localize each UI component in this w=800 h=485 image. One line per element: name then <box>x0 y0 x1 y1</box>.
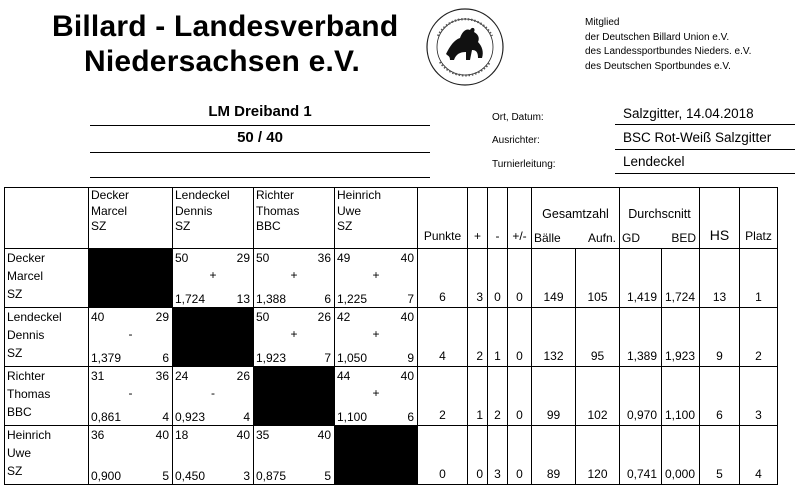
result-score: 50 <box>256 310 270 324</box>
result-sign: - <box>211 386 215 400</box>
player-club: BBC <box>7 405 32 419</box>
total-group-header <box>532 188 620 249</box>
result-opponent-score: 40 <box>400 310 414 324</box>
innings-header: Aufn. <box>587 231 616 245</box>
bed-cell: 1,923 <box>662 308 700 367</box>
column-player-header <box>335 188 418 249</box>
losses-cell: 1 <box>488 308 508 367</box>
place-date-value: Salzgitter, 14.04.2018 <box>623 106 754 121</box>
self-match-cell <box>89 249 173 308</box>
balls-cell: 149 <box>532 249 576 308</box>
points-cell: 2 <box>418 367 468 426</box>
result-average: 0,875 <box>256 469 287 483</box>
result-innings: 6 <box>407 410 414 424</box>
result-opponent-score: 26 <box>236 369 250 383</box>
table-row <box>5 426 778 485</box>
points-cell: 0 <box>418 426 468 485</box>
result-average: 1,050 <box>337 351 368 365</box>
result-innings: 3 <box>243 469 250 483</box>
director-label: Turnierleitung: <box>492 159 556 170</box>
result-average: 0,450 <box>175 469 206 483</box>
membership-line: des Deutschen Sportbundes e.V. <box>585 60 731 72</box>
result-opponent-score: 26 <box>317 310 331 324</box>
draws-cell: 0 <box>508 367 532 426</box>
result-score: 44 <box>337 369 351 383</box>
result-innings: 6 <box>162 351 169 365</box>
player-first-name: Marcel <box>7 269 44 283</box>
player-last-name: Heinrich <box>337 188 382 202</box>
match-result-cell <box>173 426 254 485</box>
result-score: 24 <box>175 369 189 383</box>
rank-cell: 4 <box>740 426 778 485</box>
result-innings: 9 <box>407 351 414 365</box>
result-score: 35 <box>256 428 270 442</box>
wins-cell: 2 <box>468 308 488 367</box>
bed-cell: 1,724 <box>662 249 700 308</box>
hs-cell: 6 <box>700 367 740 426</box>
player-first-name: Thomas <box>7 387 51 401</box>
player-club: BBC <box>256 219 281 233</box>
result-sign: - <box>128 386 133 400</box>
result-opponent-score: 40 <box>236 428 250 442</box>
wins-cell: 3 <box>468 249 488 308</box>
gd-cell: 0,741 <box>620 426 662 485</box>
rank-header: Platz <box>740 188 778 249</box>
losses-header: - <box>488 188 508 249</box>
result-innings: 5 <box>162 469 169 483</box>
divider <box>90 177 430 178</box>
result-innings: 13 <box>236 292 250 306</box>
divider <box>615 124 795 125</box>
player-club: SZ <box>91 219 107 233</box>
result-average: 0,900 <box>91 469 122 483</box>
result-opponent-score: 40 <box>317 428 331 442</box>
match-result-cell <box>89 308 173 367</box>
result-opponent-score: 36 <box>155 369 169 383</box>
player-last-name: Richter <box>7 369 46 383</box>
player-club: SZ <box>7 346 23 360</box>
table-header-row <box>5 188 778 249</box>
innings-cell: 102 <box>576 367 620 426</box>
organizer-label: Ausrichter: <box>492 135 540 146</box>
draws-header: +/- <box>508 188 532 249</box>
result-opponent-score: 40 <box>400 369 414 383</box>
result-opponent-score: 29 <box>236 251 250 265</box>
rank-cell: 1 <box>740 249 778 308</box>
corner-cell <box>5 188 89 249</box>
balls-cell: 89 <box>532 426 576 485</box>
result-innings: 5 <box>324 469 331 483</box>
result-opponent-score: 40 <box>400 251 414 265</box>
match-result-cell <box>335 249 418 308</box>
balls-cell: 132 <box>532 308 576 367</box>
result-average: 0,923 <box>175 410 206 424</box>
player-first-name: Dennis <box>175 203 213 218</box>
player-first-name: Marcel <box>91 203 128 218</box>
result-average: 1,724 <box>175 292 206 306</box>
result-opponent-score: 29 <box>155 310 169 324</box>
player-last-name: Heinrich <box>7 428 52 442</box>
hs-header: HS <box>700 188 740 249</box>
result-score: 36 <box>91 428 105 442</box>
rank-cell: 3 <box>740 367 778 426</box>
match-result-cell <box>254 426 335 485</box>
result-sign: + <box>372 327 380 341</box>
result-score: 31 <box>91 369 105 383</box>
membership-line: der Deutschen Billard Union e.V. <box>585 31 730 43</box>
divider <box>615 173 795 174</box>
result-score: 50 <box>175 251 189 265</box>
player-last-name: Lendeckel <box>175 188 230 202</box>
membership-line: Mitglied <box>585 17 620 28</box>
result-innings: 7 <box>324 351 331 365</box>
bed-cell: 1,100 <box>662 367 700 426</box>
place-date-label: Ort, Datum: <box>492 112 544 123</box>
points-header: Punkte <box>418 188 468 249</box>
losses-cell: 2 <box>488 367 508 426</box>
player-club: SZ <box>337 219 353 233</box>
association-title-line2: Niedersachsen e.V. <box>84 45 360 78</box>
result-sign: - <box>128 327 133 341</box>
match-result-cell <box>89 367 173 426</box>
player-last-name: Decker <box>7 251 46 265</box>
average-group-label: Durchscnitt <box>628 207 691 221</box>
player-first-name: Uwe <box>337 203 362 218</box>
divider <box>90 152 430 153</box>
results-table <box>4 187 778 485</box>
player-club: SZ <box>7 287 23 301</box>
match-result-cell <box>89 426 173 485</box>
bed-cell: 0,000 <box>662 426 700 485</box>
event-subtitle: 50 / 40 <box>237 129 283 146</box>
result-sign: + <box>290 268 298 282</box>
gd-header: GD <box>622 231 640 245</box>
result-innings: 4 <box>162 410 169 424</box>
match-result-cell <box>254 249 335 308</box>
points-cell: 4 <box>418 308 468 367</box>
wins-cell: 0 <box>468 426 488 485</box>
association-seal-logo <box>424 6 506 88</box>
gd-cell: 1,389 <box>620 308 662 367</box>
membership-info <box>585 16 751 74</box>
player-first-name: Dennis <box>7 328 45 342</box>
row-player-name <box>5 426 89 485</box>
table-row <box>5 308 778 367</box>
result-average: 0,861 <box>91 410 122 424</box>
balls-cell: 99 <box>532 367 576 426</box>
divider <box>615 149 795 150</box>
gd-cell: 1,419 <box>620 249 662 308</box>
result-score: 18 <box>175 428 189 442</box>
average-group-header <box>620 188 700 249</box>
match-result-cell <box>335 308 418 367</box>
match-result-cell <box>173 249 254 308</box>
row-player-name <box>5 308 89 367</box>
result-sign: + <box>209 268 217 282</box>
result-sign: + <box>372 386 380 400</box>
self-match-cell <box>335 426 418 485</box>
self-match-cell <box>254 367 335 426</box>
result-average: 1,388 <box>256 292 287 306</box>
draws-cell: 0 <box>508 426 532 485</box>
innings-cell: 95 <box>576 308 620 367</box>
draws-cell: 0 <box>508 249 532 308</box>
innings-cell: 105 <box>576 249 620 308</box>
divider <box>90 125 430 126</box>
draws-cell: 0 <box>508 308 532 367</box>
result-score: 42 <box>337 310 351 324</box>
result-innings: 6 <box>324 292 331 306</box>
hs-cell: 9 <box>700 308 740 367</box>
losses-cell: 0 <box>488 249 508 308</box>
player-first-name: Uwe <box>7 446 32 460</box>
match-result-cell <box>335 367 418 426</box>
result-opponent-score: 36 <box>317 251 331 265</box>
total-group-label: Gesamtzahl <box>542 207 609 221</box>
table-row <box>5 249 778 308</box>
result-sign: + <box>290 327 298 341</box>
points-cell: 6 <box>418 249 468 308</box>
director-value: Lendeckel <box>623 154 685 169</box>
rank-cell: 2 <box>740 308 778 367</box>
self-match-cell <box>173 308 254 367</box>
match-result-cell <box>173 367 254 426</box>
result-average: 1,225 <box>337 292 368 306</box>
player-club: SZ <box>175 219 191 233</box>
result-average: 1,379 <box>91 351 122 365</box>
player-last-name: Decker <box>91 188 130 202</box>
player-first-name: Thomas <box>256 203 300 218</box>
result-average: 1,923 <box>256 351 287 365</box>
player-last-name: Richter <box>256 188 295 202</box>
hs-cell: 5 <box>700 426 740 485</box>
result-innings: 7 <box>407 292 414 306</box>
column-player-header <box>254 188 335 249</box>
result-innings: 4 <box>243 410 250 424</box>
row-player-name <box>5 367 89 426</box>
gd-cell: 0,970 <box>620 367 662 426</box>
organizer-value: BSC Rot-Weiß Salzgitter <box>623 130 772 145</box>
losses-cell: 3 <box>488 426 508 485</box>
result-opponent-score: 40 <box>155 428 169 442</box>
table-row <box>5 367 778 426</box>
match-result-cell <box>254 308 335 367</box>
wins-header: + <box>468 188 488 249</box>
result-score: 40 <box>91 310 105 324</box>
column-player-header <box>173 188 254 249</box>
membership-line: des Landessportbundes Nieders. e.V. <box>585 46 752 58</box>
innings-cell: 120 <box>576 426 620 485</box>
balls-header: Bälle <box>534 231 561 245</box>
bed-header: BED <box>671 231 696 245</box>
result-score: 49 <box>337 251 351 265</box>
event-title: LM Dreiband 1 <box>208 103 312 120</box>
player-last-name: Lendeckel <box>7 310 62 324</box>
result-sign: + <box>372 268 380 282</box>
row-player-name <box>5 249 89 308</box>
hs-cell: 13 <box>700 249 740 308</box>
wins-cell: 1 <box>468 367 488 426</box>
association-title-line1: Billard - Landesverband <box>52 10 399 43</box>
result-score: 50 <box>256 251 270 265</box>
result-average: 1,100 <box>337 410 368 424</box>
player-club: SZ <box>7 464 23 478</box>
column-player-header <box>89 188 173 249</box>
